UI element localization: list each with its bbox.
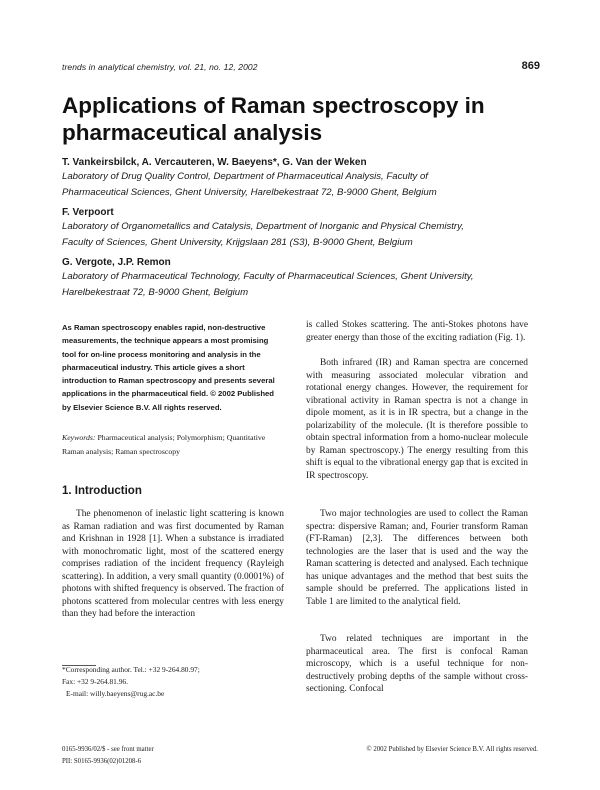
footnote-corresponding-author: *Corresponding author. Tel.: +32 9-264.80.97;	[62, 665, 200, 674]
affiliation-2-line-1: Laboratory of Organometallics and Catalysis, Department of Inorganic and Physical Chemistry,	[62, 221, 464, 232]
affiliation-2	[62, 219, 552, 251]
keywords	[62, 431, 284, 458]
col2-paragraph-3: Two related techniques are important in the pharmaceutical area. The first is confocal Raman microscopy, which is a useful technique for non-destructively probing depths of the sample without cross-sectioning. Confocal	[306, 634, 528, 695]
keywords-label: Keywords:	[62, 433, 96, 442]
page-number: 869	[521, 60, 540, 72]
author-group-1: T. Vankeirsbilck, A. Vercauteren, W. Baeyens*, G. Van der Weken	[62, 157, 367, 168]
affiliation-3	[62, 269, 552, 301]
col1-paragraph-1: The phenomenon of inelastic light scattering is known as Raman radiation and was first documented by Raman and Krishnan in 1928 [1]. When a substance is irradiated with monochromatic light, most of the scattered energy comprises radiation of the incident frequency (Rayleigh scattering). In addition, a very small quantity (0.0001%) of photons with shifted frequency is observed. The fraction of photons scattered from molecular centres with less energy than they had before the interaction	[62, 509, 284, 620]
col2-paragraph-1: Both infrared (IR) and Raman spectra are concerned with measuring associated molecular vibration and rotational energy changes. However, the requirement for vibrational activity in Raman spectra is not a change in dipole moment, as it is in IR spectra, but a change in the polarizability of the molecule. (It is therefore possible to obtain spectral information from a homo-nuclear molecule by Raman spectroscopy.) The energy resulting from this shift is equal to the vibrational energy gap that is excited in IR spectroscopy.	[306, 358, 528, 481]
running-head	[62, 62, 540, 76]
footnote-fax: Fax: +32 9-264.81.96.	[62, 677, 128, 686]
affiliation-1	[62, 169, 552, 201]
affiliation-3-line-2: Harelbekestraat 72, B-9000 Ghent, Belgium	[62, 287, 249, 298]
footer-issn: 0165-9936/02/$ - see front matter	[62, 746, 154, 753]
affiliation-1-line-2: Pharmaceutical Sciences, Ghent University, Harelbekestraat 72, B-9000 Ghent, Belgium	[62, 187, 437, 198]
keywords-list: Pharmaceutical analysis; Polymorphism; Quantitative Raman analysis; Raman spectroscopy	[62, 433, 266, 456]
footer-copyright: © 2002 Published by Elsevier Science B.V. All rights reserved.	[366, 746, 538, 753]
affiliation-1-line-1: Laboratory of Drug Quality Control, Department of Pharmaceutical Analysis, Faculty of	[62, 171, 428, 182]
section-heading-introduction: 1. Introduction	[62, 485, 142, 497]
affiliation-2-line-2: Faculty of Sciences, Ghent University, Krijgslaan 281 (S3), B-9000 Ghent, Belgium	[62, 237, 413, 248]
author-group-2: F. Verpoort	[62, 207, 114, 218]
article-title	[62, 92, 502, 146]
col2-paragraph-2: Two major technologies are used to collect the Raman spectra: dispersive Raman; and, Fourier transform Raman (FT-Raman) [2,3]. The differences between both technologies are the laser that is used and the way the Raman scattering is detected and analysed. Each technique has unique advantages and the method that best suits the sample should be preferred. The applications listed in Table 1 are limited to the analytical field.	[306, 509, 528, 607]
footnote-email: E-mail: willy.baeyens@rug.ac.be	[66, 689, 165, 698]
col2-paragraph-continued: is called Stokes scattering. The anti-Stokes photons have greater energy than those of the exciting radiation (Fig. 1).	[306, 320, 528, 343]
footer-pii: PII: S0165-9936(02)01208-6	[62, 757, 142, 765]
abstract: As Raman spectroscopy enables rapid, non-destructive measurements, the technique appears a most promising tool for on-line process monitoring and analysis in the pharmaceutical industry. This article gives a short introduction to Raman spectroscopy and presents several applications in the pharmaceutical field. © 2002 Published by Elsevier Science B.V. All rights reserved.	[62, 323, 275, 412]
journal-citation: trends in analytical chemistry, vol. 21, no. 12, 2002	[62, 62, 258, 72]
author-group-3: G. Vergote, J.P. Remon	[62, 257, 171, 268]
title-line-1: Applications of Raman spectroscopy in	[62, 93, 485, 118]
footnote	[62, 664, 284, 700]
title-line-2: pharmaceutical analysis	[62, 120, 323, 145]
affiliation-3-line-1: Laboratory of Pharmaceutical Technology, Faculty of Pharmaceutical Sciences, Ghent University,	[62, 271, 474, 282]
footer-left	[62, 744, 154, 767]
